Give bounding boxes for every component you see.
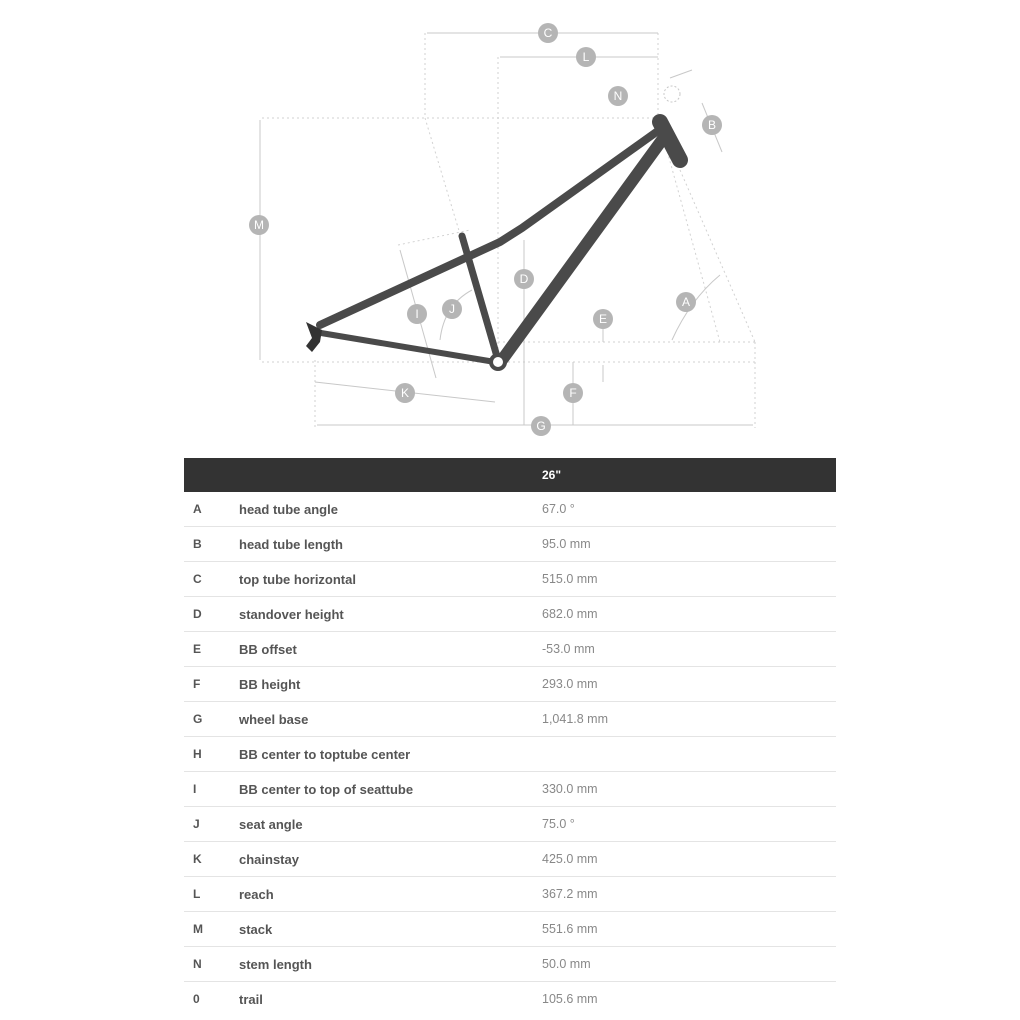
badge-i <box>407 304 427 324</box>
row-name: stem length <box>239 947 542 982</box>
dimension-lines <box>260 33 753 425</box>
row-value: 75.0 ° <box>542 807 836 842</box>
table-row <box>184 527 836 562</box>
row-value: 293.0 mm <box>542 667 836 702</box>
row-code: I <box>184 772 239 807</box>
table-row <box>184 772 836 807</box>
row-value: 330.0 mm <box>542 772 836 807</box>
table-row <box>184 912 836 947</box>
row-value: 95.0 mm <box>542 527 836 562</box>
bike-frame <box>306 122 680 369</box>
table-row <box>184 702 836 737</box>
row-value: 67.0 ° <box>542 492 836 527</box>
header-name-cell <box>239 458 542 492</box>
badge-f <box>563 383 583 403</box>
head-tube <box>660 122 680 160</box>
svg-text:F: F <box>569 386 577 400</box>
geometry-table <box>184 458 836 1016</box>
row-name: wheel base <box>239 702 542 737</box>
row-value: 551.6 mm <box>542 912 836 947</box>
row-code: L <box>184 877 239 912</box>
row-value: 515.0 mm <box>542 562 836 597</box>
row-name: BB offset <box>239 632 542 667</box>
svg-text:E: E <box>598 312 608 326</box>
row-name: BB center to toptube center <box>239 737 542 772</box>
bottom-bracket <box>491 355 505 369</box>
row-code: F <box>184 667 239 702</box>
row-name: top tube horizontal <box>239 562 542 597</box>
row-name: trail <box>239 991 263 1007</box>
svg-text:D: D <box>519 272 529 286</box>
row-code: D <box>184 597 239 632</box>
svg-text:A: A <box>681 295 691 309</box>
row-value: 682.0 mm <box>542 597 836 632</box>
reference-lines <box>262 33 755 428</box>
badge-e <box>593 309 613 329</box>
badge-b <box>702 115 722 135</box>
table-row <box>184 877 836 912</box>
svg-text:B: B <box>707 118 717 132</box>
row-value: -53.0 mm <box>542 632 836 667</box>
badge-k <box>395 383 415 403</box>
row-code: 0 <box>193 992 200 1006</box>
svg-text:I: I <box>415 307 419 321</box>
badge-g <box>531 416 551 436</box>
row-name: BB height <box>239 667 542 702</box>
header-size-cell: 26" <box>542 458 836 492</box>
chain-stay <box>315 332 495 362</box>
badge-l <box>576 47 596 67</box>
row-value <box>542 737 836 772</box>
table-row <box>184 492 836 527</box>
row-name: BB center to top of seattube <box>239 772 542 807</box>
table-row <box>184 667 836 702</box>
geometry-table-header <box>184 458 836 492</box>
table-row <box>184 842 836 877</box>
row-name: head tube length <box>239 527 542 562</box>
table-row <box>184 597 836 632</box>
svg-text:J: J <box>449 302 455 316</box>
table-row <box>184 807 836 842</box>
row-code: K <box>184 842 239 877</box>
badge-j <box>442 299 462 319</box>
svg-text:N: N <box>613 89 623 103</box>
row-code: H <box>184 737 239 772</box>
row-code: C <box>184 562 239 597</box>
svg-text:M: M <box>254 218 264 232</box>
table-row <box>184 737 836 772</box>
row-code: E <box>184 632 239 667</box>
svg-text:L: L <box>582 50 590 64</box>
row-code: G <box>184 702 239 737</box>
svg-text:G: G <box>536 419 546 433</box>
row-name: reach <box>239 877 542 912</box>
row-code: B <box>184 527 239 562</box>
row-name: standover height <box>239 597 542 632</box>
svg-text:C: C <box>543 26 553 40</box>
table-row <box>184 562 836 597</box>
row-code: A <box>184 492 239 527</box>
row-value: 50.0 mm <box>542 947 836 982</box>
row-code: M <box>184 912 239 947</box>
row-code: N <box>184 947 239 982</box>
badge-d <box>514 269 534 289</box>
row-name: seat angle <box>239 807 542 842</box>
row-value: 1,041.8 mm <box>542 702 836 737</box>
top-tube <box>320 128 662 325</box>
row-value: 105.6 mm <box>542 992 598 1006</box>
badge-a <box>676 292 696 312</box>
table-row <box>184 632 836 667</box>
svg-text:K: K <box>400 386 410 400</box>
row-code: J <box>184 807 239 842</box>
badge-c <box>538 23 558 43</box>
table-row <box>184 982 836 1017</box>
row-value: 425.0 mm <box>542 842 836 877</box>
row-name: head tube angle <box>239 492 542 527</box>
frame-geometry-diagram <box>0 0 1020 450</box>
row-name: chainstay <box>239 842 542 877</box>
table-row <box>184 947 836 982</box>
row-value: 367.2 mm <box>542 877 836 912</box>
badge-n <box>608 86 628 106</box>
row-name: stack <box>239 912 542 947</box>
down-tube <box>502 140 662 360</box>
badge-m <box>249 215 269 235</box>
header-code-cell <box>184 458 239 492</box>
